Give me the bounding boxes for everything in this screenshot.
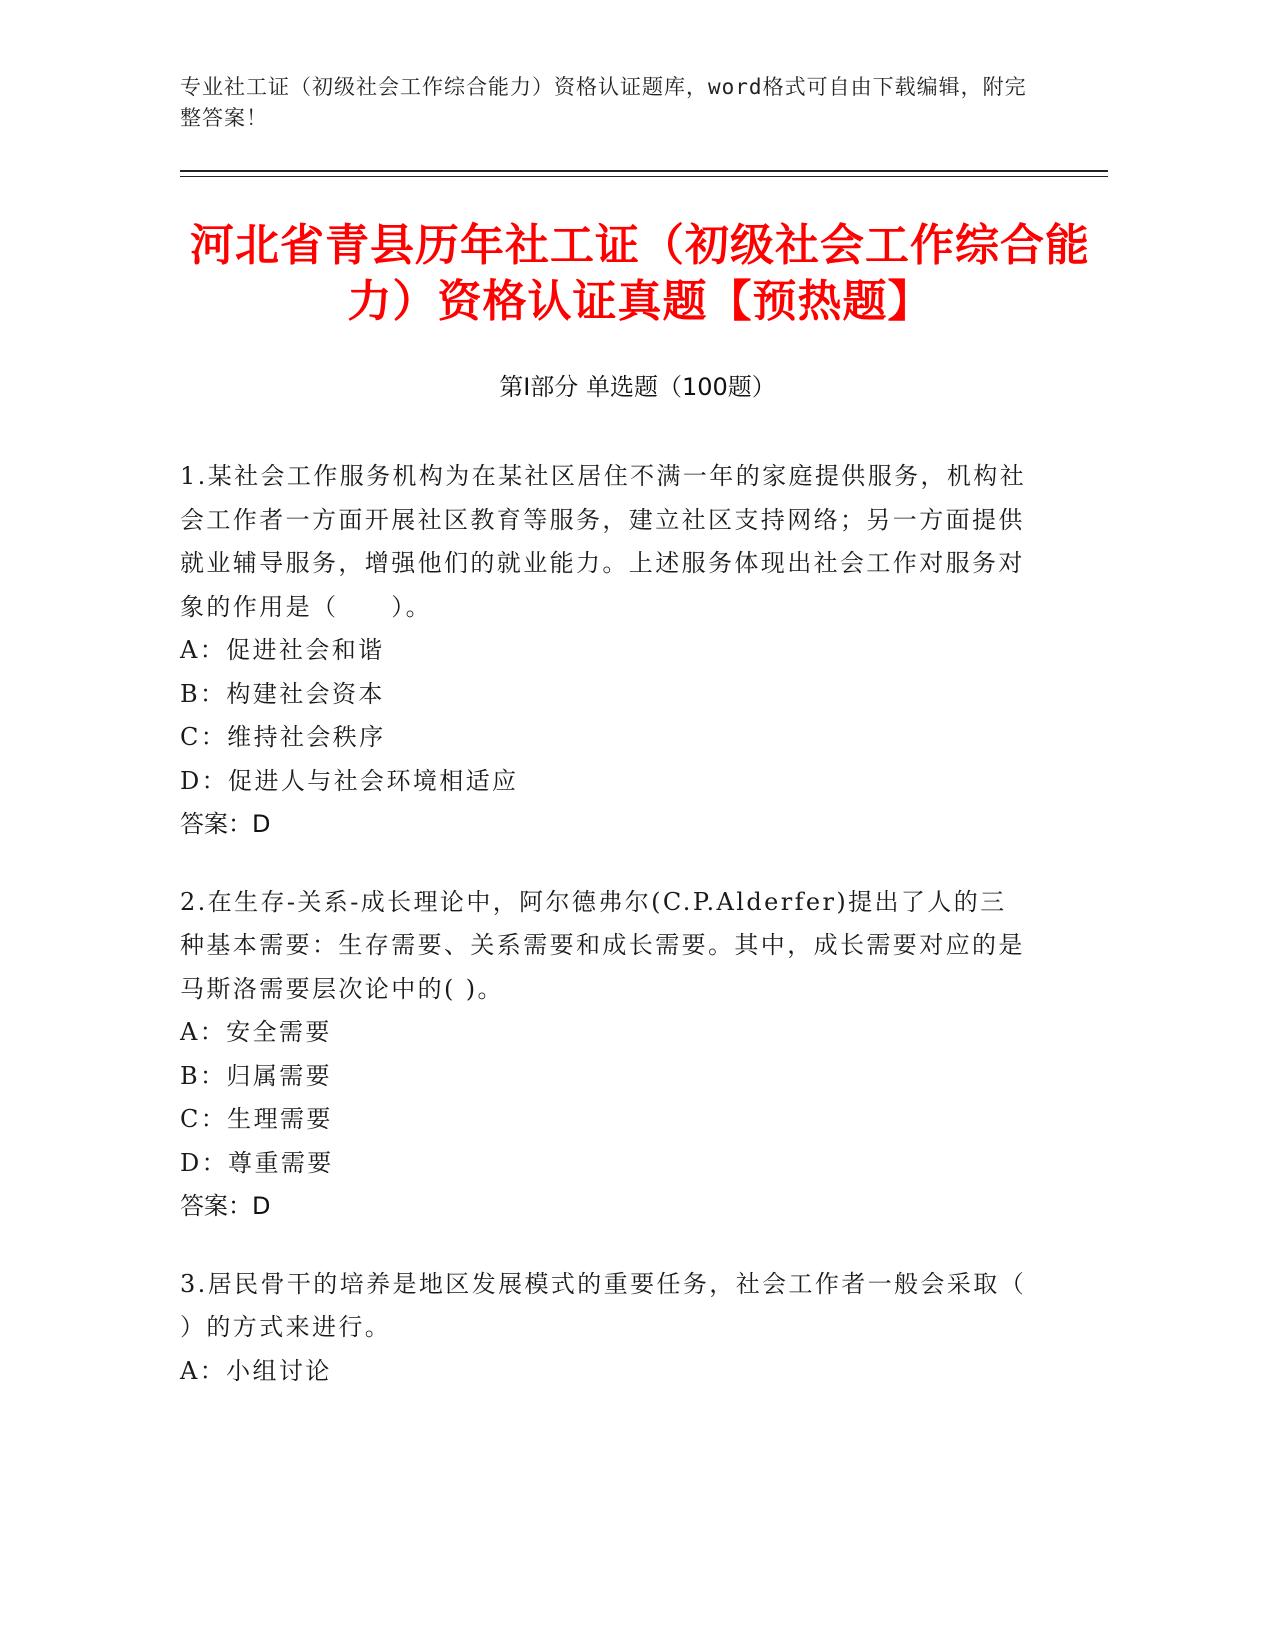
option-b: B：构建社会资本 <box>180 679 385 708</box>
section-heading: 第Ⅰ部分 单选题（100题） <box>499 373 776 401</box>
header-divider-thin <box>180 176 1108 177</box>
question-list <box>180 455 1030 1427</box>
document-title: 河北省青县历年社工证（初级社会工作综合能力）资格认证真题【预热题】 <box>190 220 1090 327</box>
option-a: A：安全需要 <box>180 1018 332 1046</box>
answer: 答案：D <box>180 810 271 838</box>
question-1 <box>180 455 1030 847</box>
header-divider-thick <box>180 170 1108 172</box>
option-a: A：小组讨论 <box>180 1356 332 1385</box>
question-2 <box>180 881 1030 1229</box>
option-c: C：维持社会秩序 <box>180 723 386 751</box>
question-stem: 2.在生存-关系-成长理论中，阿尔德弗尔(C.P.Alderfer)提出了人的三种基本需要：生存需要、关系需要和成长需要。其中，成长需要对应的是马斯洛需要层次论中的( )。 <box>180 887 1025 1003</box>
option-d: D：尊重需要 <box>180 1148 334 1177</box>
header-note: 专业社工证（初级社会工作综合能力）资格认证题库，word格式可自由下载编辑，附完整答案！ <box>180 75 1027 130</box>
question-3 <box>180 1263 1030 1394</box>
option-c: C：生理需要 <box>180 1105 333 1133</box>
question-stem: 1.某社会工作服务机构为在某社区居住不满一年的家庭提供服务，机构社会工作者一方面开展社区教育等服务，建立社区支持网络；另一方面提供就业辅导服务，增强他们的就业能力。上述服务体现出社会工作对服务对象的作用是（ ）。 <box>180 462 1027 621</box>
answer: 答案：D <box>180 1192 271 1220</box>
option-d: D：促进人与社会环境相适应 <box>180 766 519 795</box>
option-a: A：促进社会和谐 <box>180 636 385 664</box>
question-stem: 3.居民骨干的培养是地区发展模式的重要任务，社会工作者一般会采取（ ）的方式来进行。 <box>180 1269 1027 1341</box>
option-b: B：归属需要 <box>180 1061 333 1090</box>
